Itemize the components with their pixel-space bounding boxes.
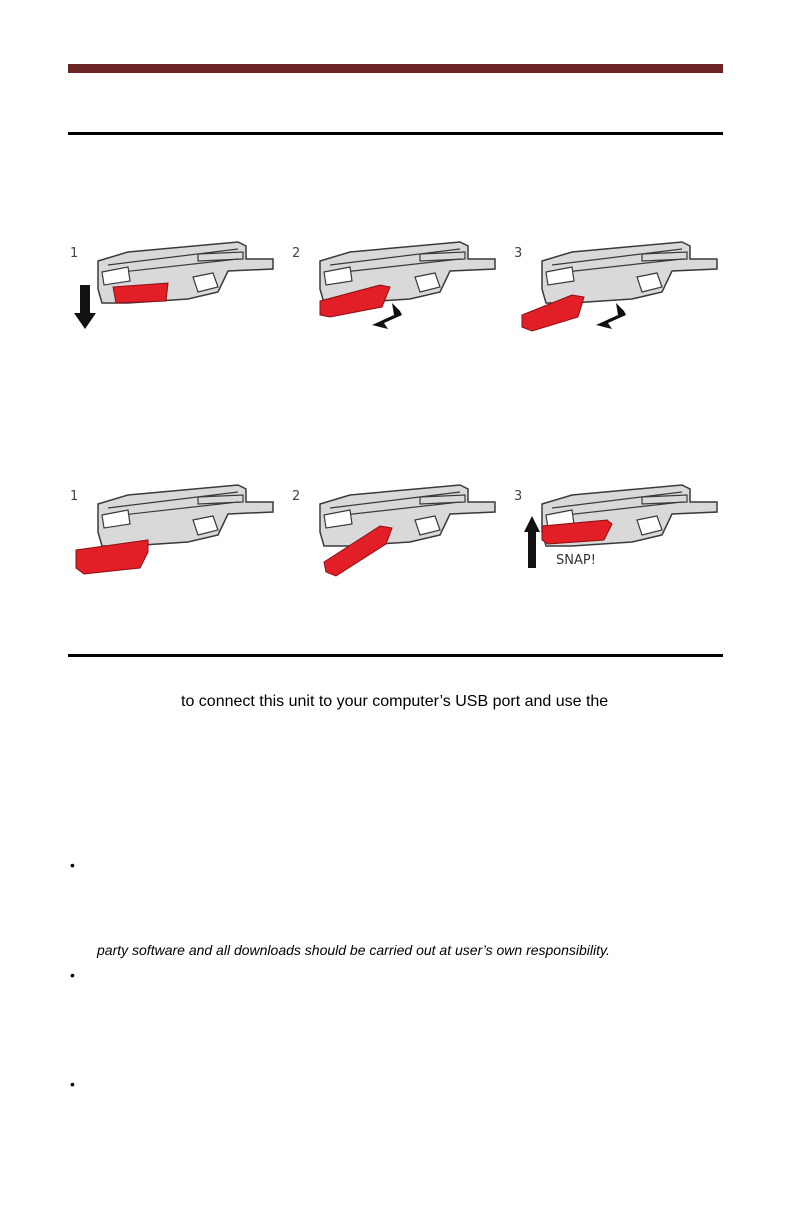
removal-figure-1 <box>68 237 283 347</box>
software-disclaimer: party software and all downloads should be carried out at user’s own responsibility. <box>97 942 610 958</box>
bullet-1: • <box>70 857 75 873</box>
step-number: 3 <box>514 489 523 504</box>
install-figure-2 <box>290 480 505 590</box>
bullet-2: • <box>70 967 75 983</box>
usb-instruction-text: to connect this unit to your computer’s USB port and use the <box>181 693 609 710</box>
install-figure-3 <box>512 480 727 590</box>
step-number: 1 <box>70 246 79 261</box>
removal-figure-3 <box>512 237 727 347</box>
install-figure-1 <box>68 480 283 590</box>
up-arrow-icon <box>524 516 540 568</box>
down-arrow-icon <box>74 285 96 329</box>
bullet-3: • <box>70 1076 75 1092</box>
step-number: 2 <box>292 246 301 261</box>
left-arrow-icon <box>596 303 626 329</box>
step-number: 1 <box>70 489 79 504</box>
step-number: 2 <box>292 489 301 504</box>
step-number: 3 <box>514 246 523 261</box>
section-rule-bottom <box>68 654 723 657</box>
header-bar <box>68 64 723 73</box>
snap-label: SNAP! <box>556 553 596 568</box>
removal-figure-2 <box>290 237 505 347</box>
section-rule-top <box>68 132 723 135</box>
